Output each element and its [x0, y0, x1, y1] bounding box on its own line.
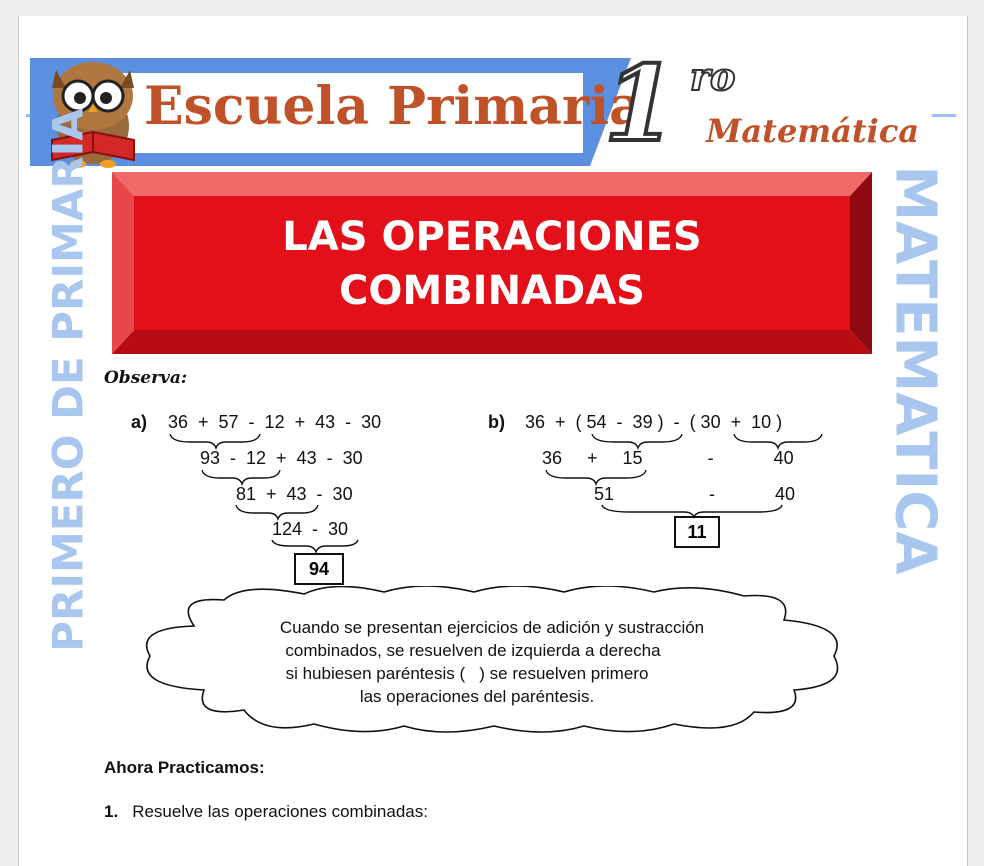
topic-banner — [112, 172, 872, 354]
example-b-row3: 51 - 40 — [594, 484, 796, 504]
example-b-row2: 36 + 15 - 40 — [542, 448, 794, 468]
example-a-label: a) — [131, 412, 148, 432]
side-label-right — [880, 165, 950, 575]
note-line2: combinados, se resuelven de izquierda a derecha — [285, 641, 661, 660]
example-a-row3: 81 + 43 - 30 — [236, 484, 353, 504]
question-1-number: 1. — [104, 802, 119, 821]
example-a-row4: 124 - 30 — [272, 519, 349, 539]
observe-label: Observa: — [104, 368, 188, 388]
banner-title-line2: COMBINADAS — [339, 268, 645, 314]
example-b-row1: 36 + ( 54 - 39 ) - ( 30 + 10 ) — [525, 412, 783, 432]
banner-title-line1: LAS OPERACIONES — [282, 214, 702, 260]
grade-suffix: ro — [690, 54, 736, 99]
banner-title — [112, 210, 872, 318]
example-a-row1: 36 + 57 - 12 + 43 - 30 — [168, 412, 382, 432]
example-b-result: 11 — [674, 516, 720, 548]
subject-title: Matemática — [706, 112, 920, 150]
note-line1: Cuando se presentan ejercicios de adición y sustracción — [279, 618, 705, 637]
question-1 — [104, 802, 428, 822]
note-line4: las operaciones del paréntesis. — [359, 687, 595, 706]
practice-heading: Ahora Practicamos: — [104, 758, 265, 777]
example-a-row2: 93 - 12 + 43 - 30 — [200, 448, 363, 468]
example-a-result: 94 — [294, 553, 344, 585]
side-label-left — [38, 108, 98, 652]
side-label-left-text: PRIMERO DE PRIMARIA — [43, 108, 93, 652]
note-line3: si hubiesen paréntesis ( ) se resuelven primero — [285, 664, 649, 683]
grade-number: 1 — [604, 42, 677, 165]
question-1-text: Resuelve las operaciones combinadas: — [132, 802, 428, 821]
example-b-label: b) — [488, 412, 505, 432]
school-title: Escuela Primaria — [144, 76, 643, 137]
side-label-right-text: MATEMATICA — [882, 165, 948, 575]
cloud-note — [134, 616, 850, 708]
